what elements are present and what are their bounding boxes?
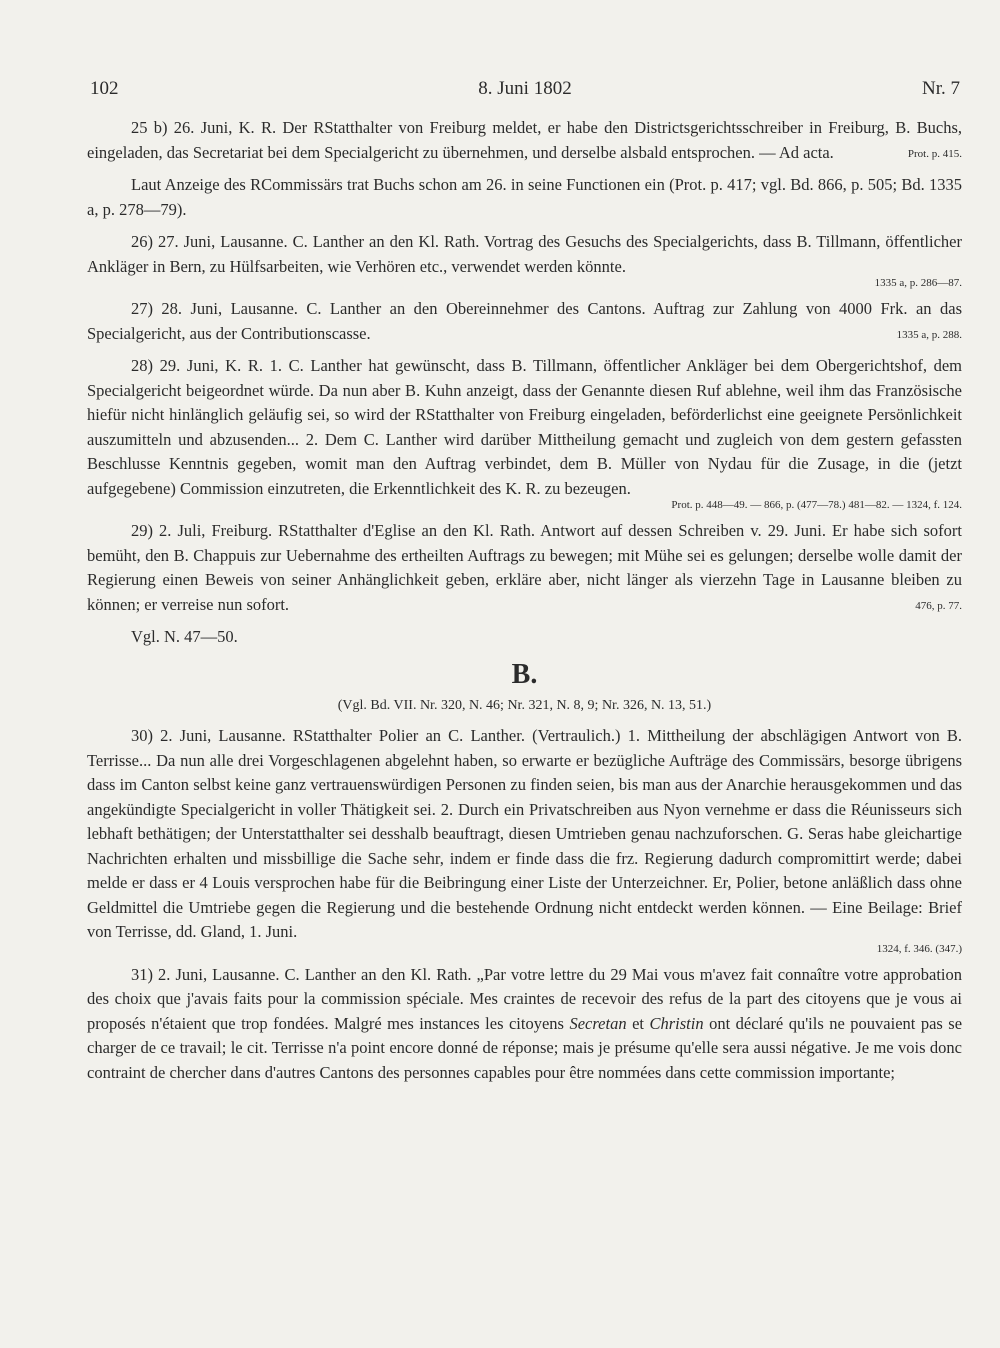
entry-26 — [87, 230, 962, 289]
section-heading: B. — [511, 658, 538, 690]
entry-reference: 1335 a, p. 288. — [896, 328, 962, 341]
entry-text: Vgl. N. 47—50. — [131, 627, 238, 646]
entry-25b-note — [87, 173, 962, 222]
entry-reference: Prot. p. 415. — [907, 147, 962, 160]
entry-text: 31) 2. Juni, Lausanne. C. Lanther an den Kl. Rath. „Par votre lettre du 29 Mai vous m'avez fait connaître votre approbation des choix que j'avais faits pour la commission spéciale. Mes craintes de recevoir des refus de la part des citoyens que je vous ai proposés n'étaient que trop fondées. Malgré mes instances les citoyens — [87, 964, 962, 1033]
running-header — [90, 78, 960, 106]
entry-reference: Prot. p. 448—49. — 866, p. (477—78.) 481—82. — 1324, f. 124. — [671, 499, 962, 511]
conjunction: et — [632, 1013, 644, 1033]
name-christin: Christin — [649, 1013, 704, 1033]
entry-text: 28) 29. Juni, K. R. 1. C. Lanther hat gewünscht, dass B. Tillmann, öffentlicher Ankläger bei dem Obergerichtshof, dem Specialgericht beigeordnet würde. Da nun aber B. Kuhn anzeigt, dass der Genannte diesen Ruf ablehne, weil ihm das Französische hiefür nicht hinlänglich geläufig sei, so wird der RStatthalter von Freiburg eingeladen, beförderlichst eine geeignete Persönlichkeit auszumitteln und abzusenden... 2. Dem C. Lanther wird darüber Mittheilung gemacht und zugleich von dem gestern gefassten Beschlusse Kenntnis gegeben, womit man den Auftrag verbindet, dem B. Müller von Nydau für die Zusage, in die (jetzt aufgegebene) Commission einzutreten, die Erkenntlichkeit des K. R. zu bezeugen. — [87, 356, 962, 498]
entry-29 — [87, 519, 962, 617]
entry-reference: 476, p. 77. — [915, 599, 962, 612]
entry-text: 29) 2. Juli, Freiburg. RStatthalter d'Eglise an den Kl. Rath. Antwort auf dessen Schreiben v. 29. Juni. Er habe sich sofort bemüht, den B. Chappuis zur Uebernahme des ertheilten Auftrags zu bewegen; mit Mühe sei es gelungen; derselbe wolle damit der Regierung einen Beweis von seiner Anhänglichkeit geben, erkläre aber, nicht länger als vierzehn Tage in Lausanne bleiben zu können; er verreise nun sofort. — [87, 521, 962, 614]
section-reference: (Vgl. Bd. VII. Nr. 320, N. 46; Nr. 321, N. 8, 9; Nr. 326, N. 13, 51.) — [337, 697, 712, 713]
entry-reference: 1335 a, p. 286—87. — [874, 277, 962, 289]
header-date: 8. Juni 1802 — [478, 78, 572, 99]
entry-text: 26) 27. Juni, Lausanne. C. Lanther an den Kl. Rath. Vortrag des Gesuchs des Specialgerichts, dass B. Tillmann, öffentlicher Ankläger in Bern, zu Hülfsarbeiten, wie Verhören etc., verwendet werden könnte. — [87, 232, 962, 276]
entry-text: 27) 28. Juni, Lausanne. C. Lanther an den Obereinnehmer des Cantons. Auftrag zur Zahlung von 4000 Frk. an das Specialgericht, aus der Contributionscasse. — [87, 299, 962, 343]
entry-27 — [87, 297, 962, 346]
entry-30 — [87, 724, 962, 955]
entry-reference: 1324, f. 346. (347.) — [876, 942, 962, 955]
header-nr: Nr. 7 — [922, 78, 960, 99]
entry-28 — [87, 354, 962, 511]
page-number: 102 — [90, 78, 119, 99]
document-body — [87, 116, 962, 1093]
entry-text: 30) 2. Juni, Lausanne. RStatthalter Polier an C. Lanther. (Vertraulich.) 1. Mittheilung der abschlägigen Antwort von B. Terrisse... Da nun alle drei Vorgeschlagenen abgelehnt haben, so erwarte er bezügliche Aufträge des Commissärs, besorge übrigens dass im Canton selbst keine ganz vertrauenswürdigen Personen zu finden seien, bis man aus der Anarchie herausgekommen und das angekündigte Specialgericht in voller Thätigkeit sei. 2. Durch ein Privatschreiben aus Nyon vernehme er dass die Réunisseurs sich lebhaft bethätigen; der Unterstatthalter sei desshalb beauftragt, diesen Umtrieben genau nachzuforschen. G. Seras habe gleichartige Nachrichten erhalten und missbillige die Sache sehr, indem er finde dass die frz. Regierung dadurch compromittirt werde; dabei melde er dass er 4 Louis versprochen habe für die Beibringung einer Liste der Unterzeichner. Er, Polier, betone anläßlich dass ohne Geldmittel die Umtriebe gegen die Regierung und die bestehende Ordnung nicht entdeckt werden können. — Eine Beilage: Brief von Terrisse, dd. Gland, 1. Juni. — [87, 726, 962, 941]
entry-31 — [87, 963, 962, 1086]
entry-text-cont: ont déclaré qu'ils ne pouvaient pas se charger de ce travail; le cit. Terrisse n'a point encore donné de réponse; mais je présume qu'elle sera aussi négative. Je me vois donc contraint de chercher dans d'autres Cantons des personnes capables pour être nommées dans cette commission importante; — [87, 1013, 963, 1082]
entry-vgl — [87, 625, 962, 650]
name-secretan: Secretan — [569, 1013, 627, 1033]
entry-text: 25 b) 26. Juni, K. R. Der RStatthalter von Freiburg meldet, er habe den Districtsgerichtsschreiber in Freiburg, B. Buchs, eingeladen, das Secretariat bei dem Specialgericht zu übernehmen, und derselbe alsbald entsprochen. — Ad acta. — [87, 118, 962, 162]
entry-25b — [87, 116, 962, 165]
entry-text: Laut Anzeige des RCommissärs trat Buchs schon am 26. in seine Functionen ein (Prot. p. 417; vgl. Bd. 866, p. 505; Bd. 1335 a, p. 278—79). — [87, 175, 962, 219]
